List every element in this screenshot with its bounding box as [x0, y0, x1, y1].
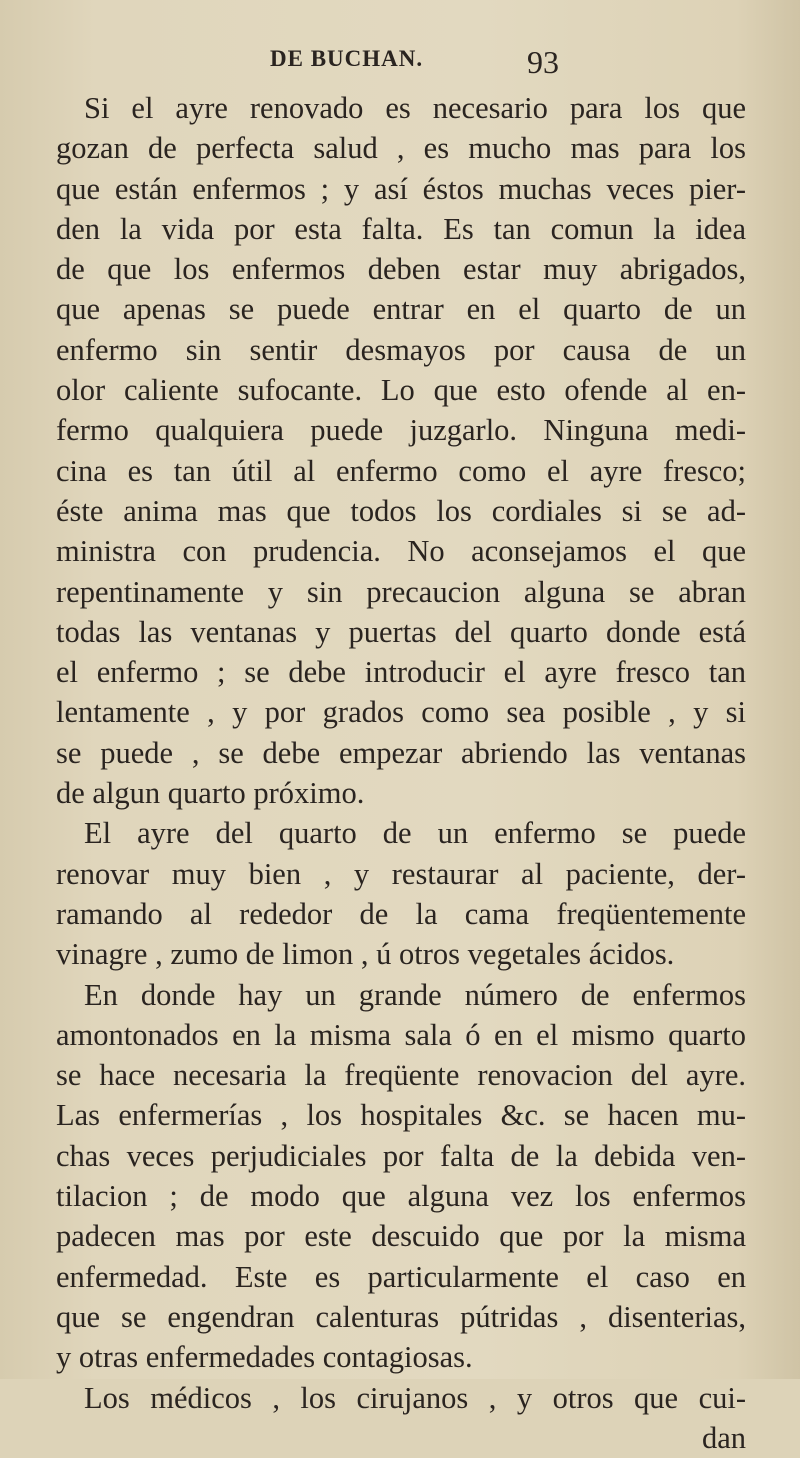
body-text	[56, 88, 746, 1458]
text-line: enfermo sin sentir desmayos por causa de un	[56, 332, 746, 367]
running-head: DE BUCHAN.	[270, 46, 424, 71]
text-line: se hace necesaria la freqüente renovacion del ayre.	[56, 1058, 746, 1093]
text-line: vinagre , zumo de limon , ú otros vegetales ácidos.	[56, 937, 675, 972]
text-line: ministra con prudencia. No aconsejamos el que	[56, 534, 746, 569]
text-line: El ayre del quarto de un enfermo se puede	[84, 816, 746, 851]
text-line: chas veces perjudiciales por falta de la debida ven-	[56, 1138, 746, 1173]
page-header	[0, 46, 800, 86]
text-line: ramando al rededor de la cama freqüentemente	[56, 896, 746, 931]
text-line: éste anima mas que todos los cordiales si se ad-	[56, 493, 746, 528]
text-line: de que los enfermos deben estar muy abrigados,	[56, 252, 746, 287]
text-line: el enfermo ; se debe introducir el ayre fresco tan	[56, 655, 746, 690]
text-line: renovar muy bien , y restaurar al paciente, der-	[56, 856, 746, 891]
text-line: Las enfermerías , los hospitales &c. se hacen mu-	[56, 1098, 746, 1133]
text-line: olor caliente sufocante. Lo que esto ofende al en-	[56, 373, 746, 408]
text-line: que apenas se puede entrar en el quarto de un	[56, 292, 746, 327]
text-line: Los médicos , los cirujanos , y otros que cui-	[84, 1380, 746, 1415]
text-line: padecen mas por este descuido que por la misma	[56, 1219, 746, 1254]
page-number: 93	[527, 44, 559, 80]
text-line: En donde hay un grande número de enfermos	[84, 977, 746, 1012]
text-line: lentamente , y por grados como sea posible , y si	[56, 695, 746, 730]
text-line: amontonados en la misma sala ó en el mismo quarto	[56, 1017, 746, 1052]
text-line: Si el ayre renovado es necesario para los que	[84, 91, 746, 125]
text-line: tilacion ; de modo que alguna vez los enfermos	[56, 1179, 746, 1214]
text-line: y otras enfermedades contagiosas.	[56, 1340, 473, 1375]
text-line: enfermedad. Este es particularmente el caso en	[56, 1259, 746, 1294]
text-line: de algun quarto próximo.	[56, 776, 365, 811]
text-line: gozan de perfecta salud , es mucho mas para los	[56, 131, 746, 166]
text-line: cina es tan útil al enfermo como el ayre fresco;	[56, 453, 746, 488]
text-line: se puede , se debe empezar abriendo las ventanas	[56, 735, 746, 770]
text-line: todas las ventanas y puertas del quarto donde está	[56, 614, 746, 649]
text-line: fermo qualquiera puede juzgarlo. Ninguna medi-	[56, 413, 746, 448]
text-line: den la vida por esta falta. Es tan comun la idea	[56, 211, 746, 246]
text-line: que se engendran calenturas pútridas , disenterias,	[56, 1299, 746, 1334]
text-line: que están enfermos ; y así éstos muchas veces pier-	[56, 171, 746, 206]
text-line: repentinamente y sin precaucion alguna se abran	[56, 574, 746, 609]
text-line: dan	[701, 1420, 746, 1455]
